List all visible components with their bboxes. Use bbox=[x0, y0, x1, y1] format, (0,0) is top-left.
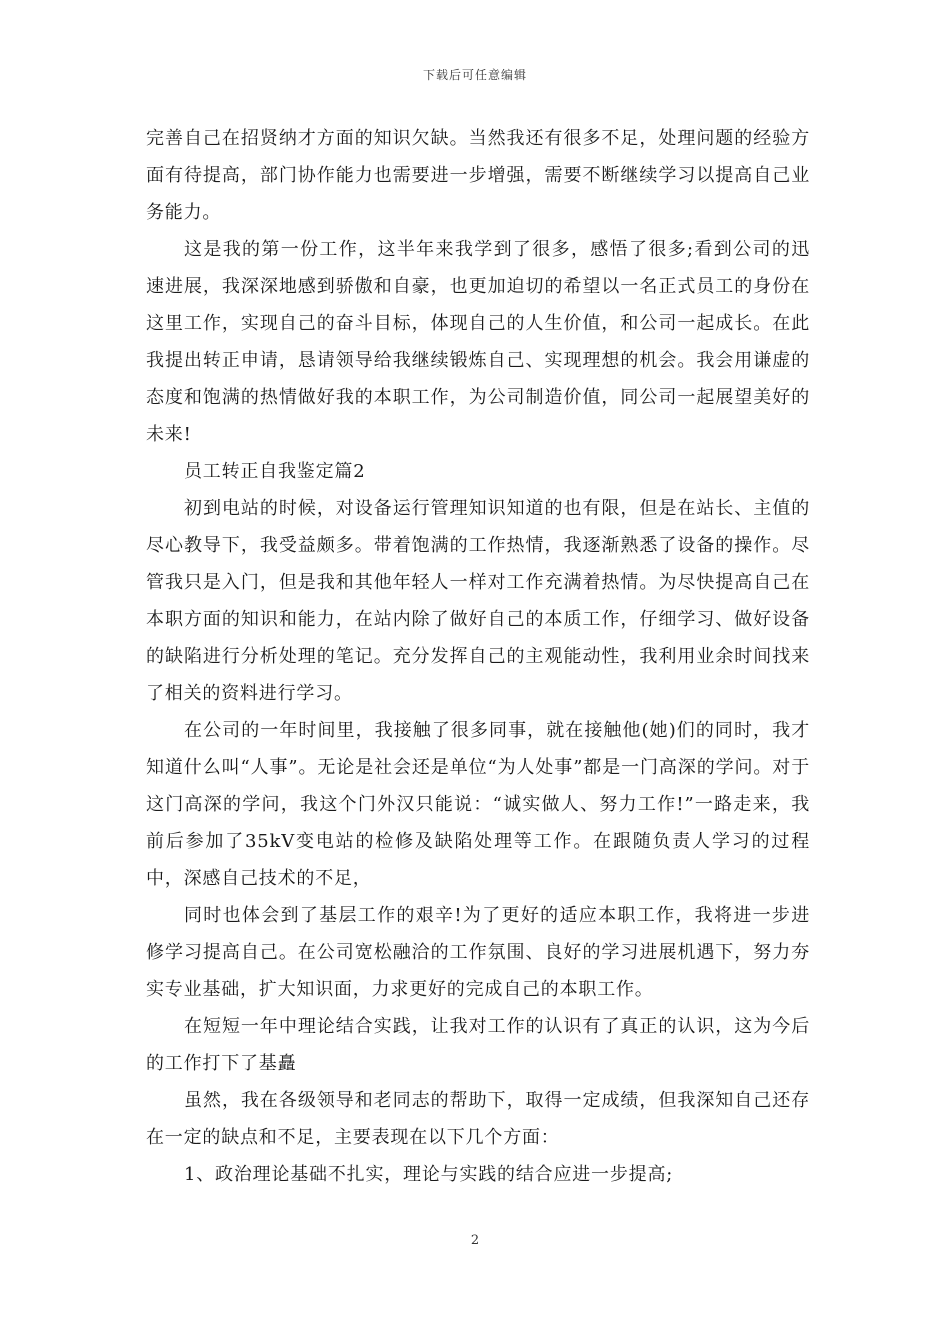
paragraph: 在公司的一年时间里，我接触了很多同事，就在接触他(她)们的同时，我才知道什么叫“人事”。无论是社会还是单位“为人处事”都是一门高深的学问。对于这门高深的学问，我这个门外汉只能说：“诚实做人、努力工作!”一路走来，我前后参加了35kV变电站的检修及缺陷处理等工作。在跟随负责人学习的过程中，深感自己技术的不足， bbox=[146, 720, 810, 889]
paragraph-continued: 完善自己在招贤纳才方面的知识欠缺。当然我还有很多不足，处理问题的经验方面有待提高，部门协作能力也需要进一步增强，需要不断继续学习以提高自己业务能力。 bbox=[146, 128, 810, 223]
page-number: 2 bbox=[470, 1233, 480, 1248]
paragraph: 这是我的第一份工作，这半年来我学到了很多，感悟了很多;看到公司的迅速进展，我深深地感到骄傲和自豪，也更加迫切的希望以一名正式员工的身份在这里工作，实现自己的奋斗目标，体现自己的人生价值，和公司一起成长。在此我提出转正申请，恳请领导给我继续锻炼自己、实现理想的机会。我会用谦虚的态度和饱满的热情做好我的本职工作，为公司制造价值，同公司一起展望美好的未来! bbox=[146, 239, 810, 445]
paragraph: 虽然，我在各级领导和老同志的帮助下，取得一定成绩，但我深知自己还存在一定的缺点和不足，主要表现在以下几个方面： bbox=[146, 1090, 810, 1148]
page-header: 下载后可任意编辑 bbox=[422, 68, 527, 82]
list-item: 1、政治理论基础不扎实，理论与实践的结合应进一步提高; bbox=[184, 1164, 674, 1185]
paragraph: 在短短一年中理论结合实践，让我对工作的认识有了真正的认识，这为今后的工作打下了基矗 bbox=[146, 1016, 810, 1074]
section-heading: 员工转正自我鉴定篇2 bbox=[184, 461, 366, 482]
document-body bbox=[146, 120, 810, 1193]
paragraph: 初到电站的时候，对设备运行管理知识知道的也有限，但是在站长、主值的尽心教导下，我受益颇多。带着饱满的工作热情，我逐渐熟悉了设备的操作。尽管我只是入门，但是我和其他年轻人一样对工作充满着热情。为尽快提高自己在本职方面的知识和能力，在站内除了做好自己的本质工作，仔细学习、做好设备的缺陷进行分析处理的笔记。充分发挥自己的主观能动性，我利用业余时间找来了相关的资料进行学习。 bbox=[146, 498, 810, 704]
paragraph: 同时也体会到了基层工作的艰辛!为了更好的适应本职工作，我将进一步进修学习提高自己。在公司宽松融洽的工作氛围、良好的学习进展机遇下，努力夯实专业基础，扩大知识面，力求更好的完成自己的本职工作。 bbox=[146, 905, 810, 1000]
